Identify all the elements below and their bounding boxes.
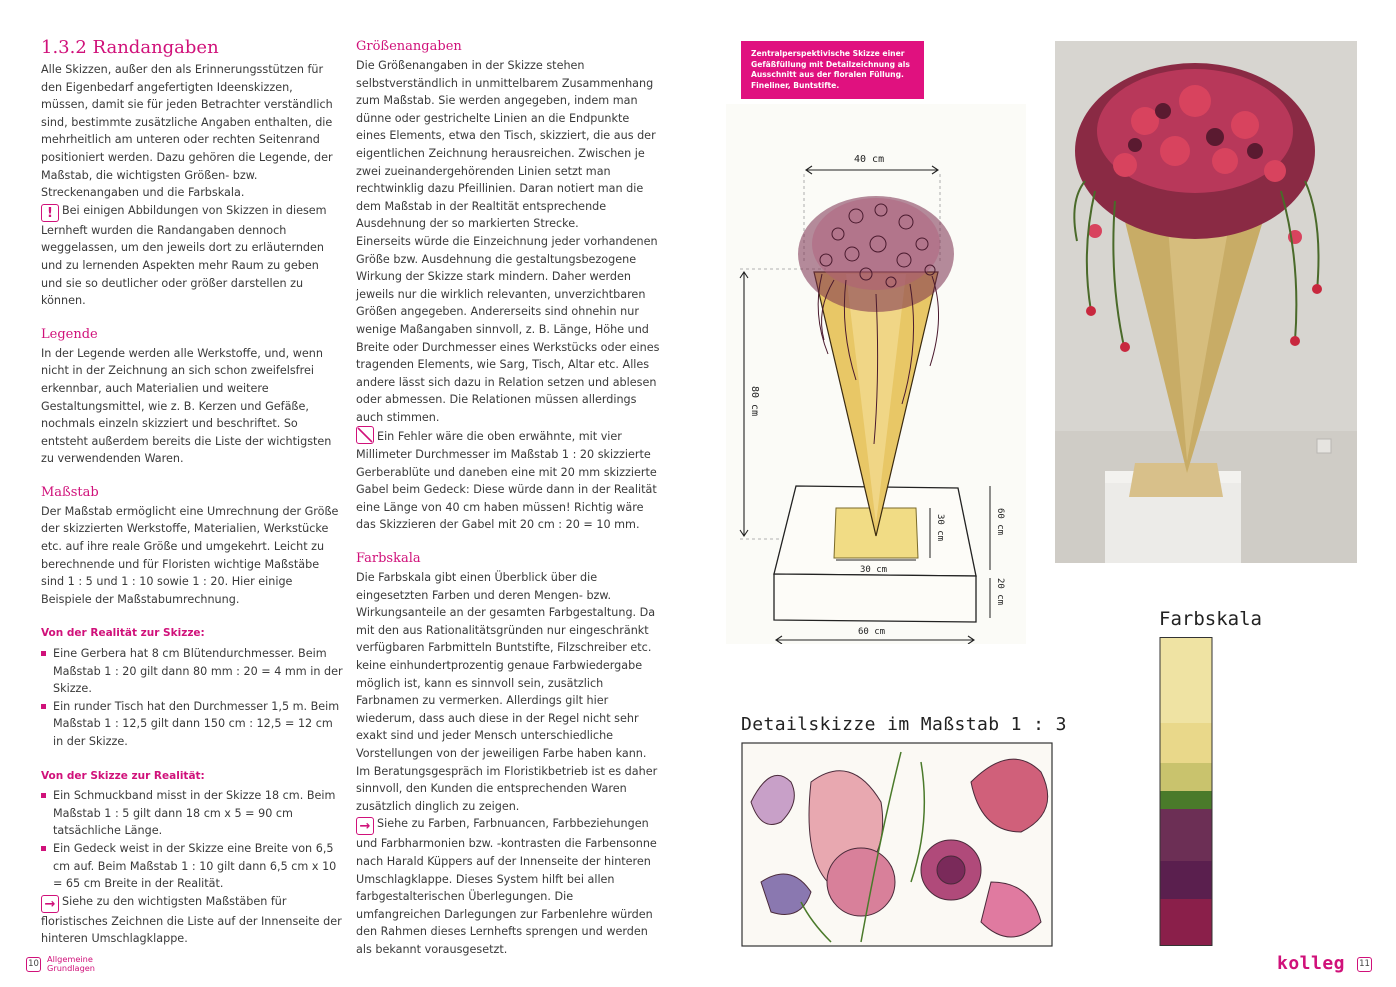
left-column xyxy=(41,36,343,948)
note-text: Siehe zu den wichtigsten Maßstäben für floristisches Zeichnen die Liste auf der Innenseite der hinteren Umschlagklappe. xyxy=(41,894,342,946)
farbskala-title: Farbskala xyxy=(1159,608,1262,630)
farbskala-heading: Farbskala xyxy=(356,551,421,567)
note-reference xyxy=(41,893,343,948)
brand-logo: kolleg xyxy=(1277,953,1346,974)
farbskala-swatch xyxy=(1160,791,1212,809)
massstab-paragraph: Der Maßstab ermöglicht eine Umrechnung der Größe der skizzierten Werkstoffe, Materialien, Werkstücke etc. auf ihre reale Größe und umgekehrt. Leicht zu berechnende und für Floristen wichtige Maßstäbe sind 1 : 5 und 1 : 10 sowie 1 : 20. Hier einige Beispiele der Maßstabumrechnung. xyxy=(41,504,339,606)
dim-block-height: 20 cm xyxy=(995,578,1005,606)
detail-sketch-title: Detailskizze im Maßstab 1 : 3 xyxy=(741,714,1067,735)
groessen-paragraph-1: Die Größenangaben in der Skizze stehen selbstverständlich in unmittelbarem Zusammenhang zum Maßstab. Sie werden angegeben, indem man dünne oder gestrichelte Linien an die Endpunkte eines Elements, etwa den Tisch, skizziert, die aus der eigentlichen Zeichnung herausreichen. Zwischen je zwei zueinandergehörenden Linien setzt man rechtwinklig dazu Pfeillinien. Daran notiert man die dem Maßstab in der Realtität entsprechende Ausdehnung der so markierten Strecke. xyxy=(356,59,656,231)
note-text: Ein Fehler wäre die oben erwähnte, mit vier Millimeter Durchmesser im Maßstab 1 : 20 skizzierte Gerberablüte und daneben eine mit 20 mm skizzierte Gabel beim Gedeck: Diese würde dann in der Realität eine Länge von 40 cm haben müssen! Richtig wäre das Skizzieren der Gabel mit 20 cm : 20 = 10 mm. xyxy=(356,430,657,532)
section-label-line-2: Grundlagen xyxy=(47,963,96,973)
list-item: Ein runder Tisch hat den Durchmesser 1,5 m. Beim Maßstab 1 : 12,5 gilt dann 150 cm : 12,5 = 12 cm in der Skizze. xyxy=(41,698,343,751)
figure-caption: Zentralperspektivische Skizze einer Gefäßfüllung mit Detailzeichnung als Ausschnitt aus der floralen Füllung. Fineliner, Buntstifte. xyxy=(741,41,924,99)
farbskala-swatch xyxy=(1160,809,1212,861)
note-text: Bei einigen Abbildungen von Skizzen in diesem Lernheft wurden die Randangaben dennoch weggelassen, um den jeweils dort zu erläuternden und zu lernenden Aspekten mehr Raum zu geben und sie so deutlicher oder größer darstellen zu können. xyxy=(41,203,327,308)
note-error xyxy=(356,426,660,534)
forbidden-icon xyxy=(356,426,374,444)
middle-column xyxy=(356,36,660,959)
groessenangaben-heading: Größenangaben xyxy=(356,39,462,54)
section-label xyxy=(47,955,95,973)
list-item: Eine Gerbera hat 8 cm Blütendurchmesser. Beim Maßstab 1 : 20 gilt dann 80 mm : 20 = 4 mm in der Skizze. xyxy=(41,645,343,698)
farbskala-strip xyxy=(1159,637,1213,946)
legende-heading: Legende xyxy=(41,326,98,342)
arrow-right-icon: → xyxy=(41,895,59,913)
dim-square-depth: 30 cm xyxy=(935,514,945,542)
section-heading: 1.3.2 Randangaben xyxy=(41,37,219,58)
farbskala-swatch xyxy=(1160,637,1212,723)
arrow-right-icon: → xyxy=(356,817,374,835)
page-number-right: 11 xyxy=(1357,957,1372,972)
note-exclamation xyxy=(41,202,343,310)
note-reference xyxy=(356,815,660,958)
exclamation-icon: ! xyxy=(41,204,59,222)
legende-paragraph: In der Legende werden alle Werkstoffe, und, wenn nicht in der Zeichnung an sich schon zweifelsfrei erkennbar, auch Materialien und weitere Gestaltungsmittel, wie z. B. Kerzen und Gefäße, nochmals einzeln skizziert und beschriftet. So entsteht außerdem bereits die Liste der wichtigsten zu verwendenden Waren. xyxy=(41,346,332,466)
list-item: Ein Gedeck weist in der Skizze eine Breite von 6,5 cm auf. Beim Maßstab 1 : 10 gilt dann 6,5 cm x 10 = 65 cm Breite in der Realität. xyxy=(41,840,343,893)
intro-paragraph: Alle Skizzen, außer den als Erinnerungsstützen für den Eigenbedarf angefertigten Ideenskizzen, müssen, damit sie für jeden Betrachter verständlich sind, bestimmte zusätzliche Angaben enthalten, die mehrheitlich am unteren oder rechten Seitenrand positioniert werden. Dazu gehören die Legende, der Maßstab, die wichtigsten Größen- bzw. Streckenangaben und die Farbskala. xyxy=(41,63,333,200)
note-text: Siehe zu Farben, Farbnuancen, Farbbeziehungen und Farbharmonien bzw. -kontrasten die Farbensonne nach Harald Küppers auf der Innenseite der hinteren Umschlagklappe. Dieses System hilft bei allen farbgestalterischen Überlegungen. Die umfangreichen Darlegungen zur Farbenlehre würden den Rahmen dieses Lernhefts sprengen und werden als bekannt vorausgesetzt. xyxy=(356,817,657,956)
realitaet-zur-skizze-heading: Von der Realität zur Skizze: xyxy=(41,627,205,640)
farbskala-swatch xyxy=(1160,763,1212,791)
detail-sketch xyxy=(741,742,1053,947)
farbskala-swatch xyxy=(1160,899,1212,946)
farbskala-swatch xyxy=(1160,861,1212,899)
dim-block-width: 60 cm xyxy=(858,627,886,637)
vessel-sketch xyxy=(726,104,1026,644)
farbskala-paragraph: Die Farbskala gibt einen Überblick über die eingesetzten Farben und deren Mengen- bzw. Wirkungsanteile an der gesamten Farbgestaltung. Da mit den aus Rationalitätsgründen nur eingeschränkt verfügbaren Farbmitteln Buntstifte, Filzschreiber etc. keine einhundertprozentig genaue Farbwiedergabe möglich ist, kann es sinnvoll sein, zusätzlich Farbnamen zu vermerken. Allerdings gilt hier wiederum, dass auch diese in der Regel nicht sehr exakt sind und jeder Mensch unterschiedliche Vorstellungen von der jeweiligen Farbe haben kann. Im Beratungsgespräch im Floristikbetrieb ist es daher sinnvoll, den Kunden die entsprechenden Waren zusätzlich dinglich zu zeigen. xyxy=(356,571,658,813)
dim-cone-height: 80 cm xyxy=(749,386,760,417)
dim-base-square: 30 cm xyxy=(860,565,888,575)
example-list-2 xyxy=(41,787,343,893)
section-label-line-1: Allgemeine xyxy=(47,954,93,964)
arrangement-photo xyxy=(1055,41,1357,563)
groessen-paragraph-2: Einerseits würde die Einzeichnung jeder vorhandenen Größe bzw. Ausdehnung die gestaltungsbezogene Wirkung der Skizze stark mindern. Daher werden jeweils nur die wirklich relevanten, unverzichtbaren Größen angegeben. Andererseits sind ohnehin nur wenige Maßangaben sinnvoll, z. B. Länge, Höhe und Breite oder Durchmesser eines Werkstücks oder eines tragenden Elements, wie Sarg, Tisch, Altar etc. Alles andere lässt sich dazu in Relation setzen und ablesen oder abmessen. Die Relationen müssen allerdings auch stimmen. xyxy=(356,234,660,424)
list-item: Ein Schmuckband misst in der Skizze 18 cm. Beim Maßstab 1 : 5 gilt dann 18 cm x 5 = 90 cm tatsächliche Länge. xyxy=(41,787,343,840)
dim-top-width: 40 cm xyxy=(854,154,885,165)
page-number-left: 10 xyxy=(26,957,41,972)
massstab-heading: Maßstab xyxy=(41,484,99,500)
farbskala-swatch xyxy=(1160,723,1212,763)
example-list-1 xyxy=(41,645,343,751)
skizze-zur-realitaet-heading: Von der Skizze zur Realität: xyxy=(41,769,205,782)
dim-block-depth: 60 cm xyxy=(995,508,1005,536)
